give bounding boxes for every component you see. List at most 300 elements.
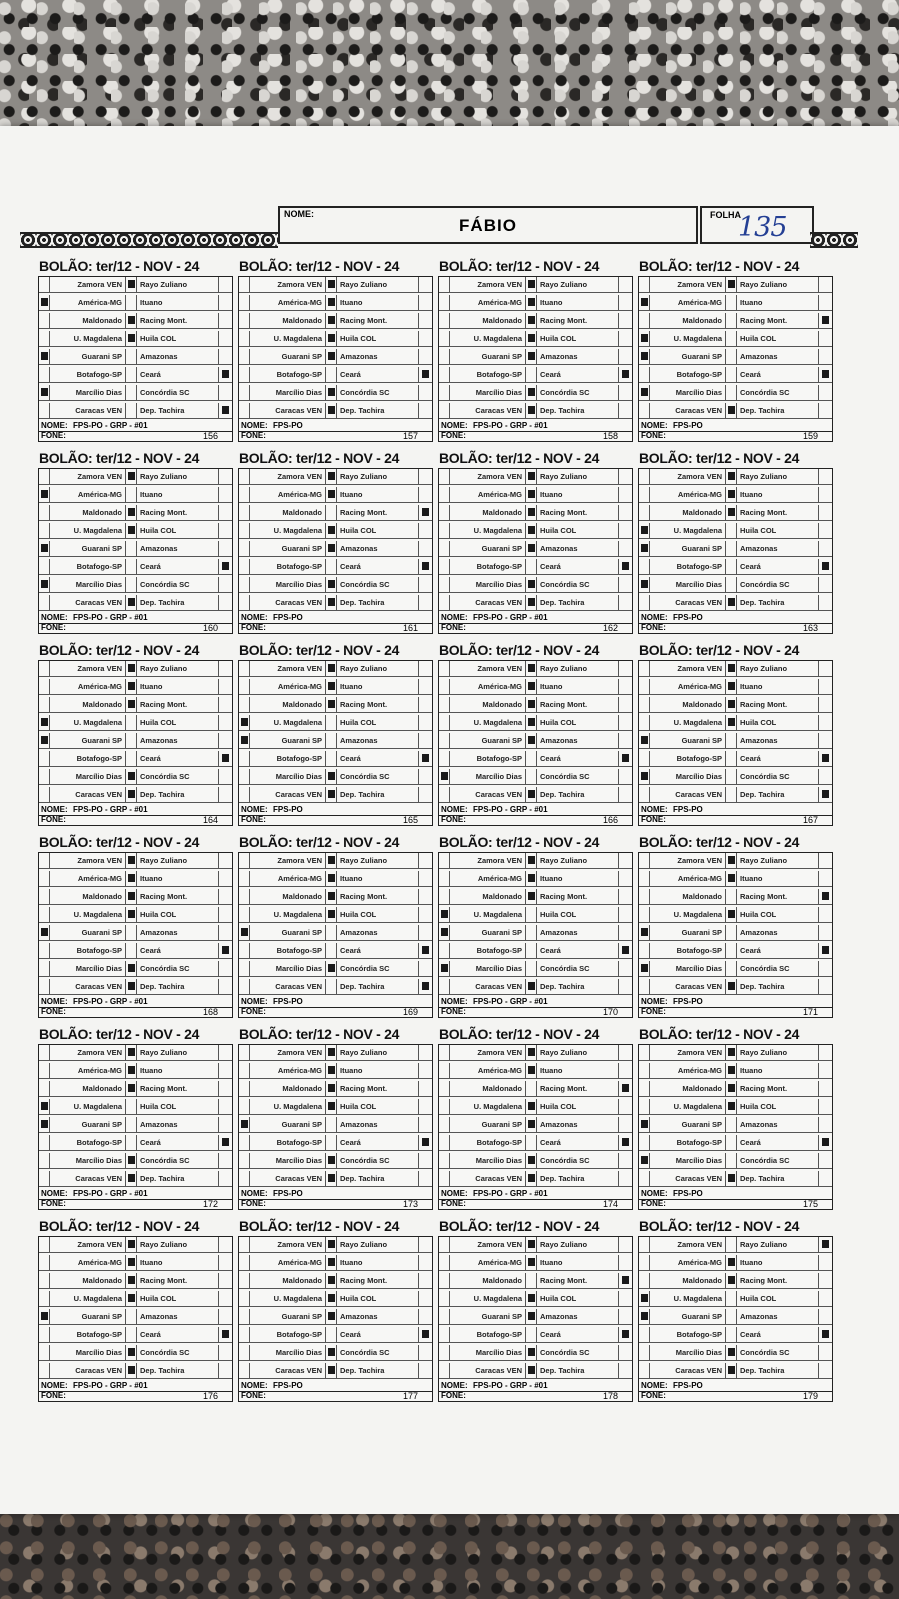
draw-box[interactable] — [726, 715, 737, 730]
draw-box[interactable] — [726, 559, 737, 574]
home-win-box[interactable] — [39, 661, 50, 676]
home-win-box[interactable] — [39, 1273, 50, 1288]
home-win-box[interactable] — [39, 787, 50, 802]
away-win-box[interactable] — [419, 1099, 432, 1114]
home-win-box[interactable] — [239, 961, 250, 976]
home-win-box[interactable] — [39, 313, 50, 328]
draw-box[interactable] — [326, 577, 337, 592]
home-win-box[interactable] — [639, 1291, 650, 1306]
away-win-box[interactable] — [619, 295, 632, 310]
away-win-box[interactable] — [219, 1153, 232, 1168]
away-win-box[interactable] — [419, 1135, 432, 1150]
home-win-box[interactable] — [439, 577, 450, 592]
home-win-box[interactable] — [439, 979, 450, 994]
away-win-box[interactable] — [419, 979, 432, 994]
home-win-box[interactable] — [439, 751, 450, 766]
draw-box[interactable] — [526, 769, 537, 784]
draw-box[interactable] — [126, 1363, 137, 1378]
away-win-box[interactable] — [619, 697, 632, 712]
draw-box[interactable] — [526, 595, 537, 610]
away-win-box[interactable] — [619, 505, 632, 520]
home-win-box[interactable] — [439, 1045, 450, 1060]
home-win-box[interactable] — [239, 979, 250, 994]
draw-box[interactable] — [126, 661, 137, 676]
home-win-box[interactable] — [439, 943, 450, 958]
draw-box[interactable] — [126, 403, 137, 418]
home-win-box[interactable] — [239, 943, 250, 958]
draw-box[interactable] — [326, 1099, 337, 1114]
home-win-box[interactable] — [239, 697, 250, 712]
draw-box[interactable] — [326, 661, 337, 676]
home-win-box[interactable] — [639, 907, 650, 922]
away-win-box[interactable] — [219, 889, 232, 904]
home-win-box[interactable] — [239, 1345, 250, 1360]
away-win-box[interactable] — [419, 1117, 432, 1132]
draw-box[interactable] — [126, 733, 137, 748]
home-win-box[interactable] — [239, 367, 250, 382]
home-win-box[interactable] — [39, 961, 50, 976]
draw-box[interactable] — [126, 787, 137, 802]
away-win-box[interactable] — [419, 1345, 432, 1360]
away-win-box[interactable] — [219, 853, 232, 868]
draw-box[interactable] — [326, 505, 337, 520]
home-win-box[interactable] — [439, 403, 450, 418]
away-win-box[interactable] — [819, 943, 832, 958]
draw-box[interactable] — [726, 523, 737, 538]
home-win-box[interactable] — [439, 559, 450, 574]
away-win-box[interactable] — [419, 715, 432, 730]
home-win-box[interactable] — [639, 769, 650, 784]
draw-box[interactable] — [526, 295, 537, 310]
draw-box[interactable] — [526, 661, 537, 676]
away-win-box[interactable] — [619, 961, 632, 976]
away-win-box[interactable] — [819, 1099, 832, 1114]
draw-box[interactable] — [726, 733, 737, 748]
away-win-box[interactable] — [219, 523, 232, 538]
away-win-box[interactable] — [619, 907, 632, 922]
away-win-box[interactable] — [419, 1291, 432, 1306]
away-win-box[interactable] — [419, 1327, 432, 1342]
away-win-box[interactable] — [219, 1363, 232, 1378]
home-win-box[interactable] — [39, 1327, 50, 1342]
draw-box[interactable] — [526, 1081, 537, 1096]
home-win-box[interactable] — [239, 277, 250, 292]
away-win-box[interactable] — [819, 1291, 832, 1306]
home-win-box[interactable] — [639, 787, 650, 802]
home-win-box[interactable] — [39, 1081, 50, 1096]
draw-box[interactable] — [726, 1153, 737, 1168]
away-win-box[interactable] — [219, 961, 232, 976]
draw-box[interactable] — [326, 769, 337, 784]
away-win-box[interactable] — [819, 715, 832, 730]
draw-box[interactable] — [326, 1081, 337, 1096]
away-win-box[interactable] — [419, 1237, 432, 1252]
home-win-box[interactable] — [39, 1237, 50, 1252]
home-win-box[interactable] — [639, 331, 650, 346]
away-win-box[interactable] — [619, 1291, 632, 1306]
home-win-box[interactable] — [639, 961, 650, 976]
away-win-box[interactable] — [219, 1171, 232, 1186]
draw-box[interactable] — [326, 313, 337, 328]
draw-box[interactable] — [326, 385, 337, 400]
home-win-box[interactable] — [439, 1363, 450, 1378]
home-win-box[interactable] — [639, 277, 650, 292]
draw-box[interactable] — [126, 277, 137, 292]
draw-box[interactable] — [326, 1153, 337, 1168]
away-win-box[interactable] — [419, 1171, 432, 1186]
home-win-box[interactable] — [439, 523, 450, 538]
home-win-box[interactable] — [39, 733, 50, 748]
draw-box[interactable] — [326, 787, 337, 802]
away-win-box[interactable] — [619, 403, 632, 418]
away-win-box[interactable] — [819, 907, 832, 922]
draw-box[interactable] — [726, 1045, 737, 1060]
home-win-box[interactable] — [439, 1327, 450, 1342]
away-win-box[interactable] — [819, 697, 832, 712]
away-win-box[interactable] — [819, 871, 832, 886]
draw-box[interactable] — [726, 1309, 737, 1324]
away-win-box[interactable] — [419, 679, 432, 694]
home-win-box[interactable] — [439, 277, 450, 292]
draw-box[interactable] — [126, 1345, 137, 1360]
home-win-box[interactable] — [39, 577, 50, 592]
draw-box[interactable] — [326, 1363, 337, 1378]
home-win-box[interactable] — [239, 1135, 250, 1150]
away-win-box[interactable] — [619, 1363, 632, 1378]
home-win-box[interactable] — [239, 1153, 250, 1168]
away-win-box[interactable] — [819, 277, 832, 292]
away-win-box[interactable] — [419, 385, 432, 400]
away-win-box[interactable] — [819, 1237, 832, 1252]
home-win-box[interactable] — [239, 925, 250, 940]
home-win-box[interactable] — [239, 331, 250, 346]
away-win-box[interactable] — [419, 787, 432, 802]
home-win-box[interactable] — [39, 871, 50, 886]
draw-box[interactable] — [526, 679, 537, 694]
draw-box[interactable] — [726, 1099, 737, 1114]
away-win-box[interactable] — [219, 1081, 232, 1096]
away-win-box[interactable] — [619, 1345, 632, 1360]
home-win-box[interactable] — [639, 523, 650, 538]
home-win-box[interactable] — [639, 1117, 650, 1132]
draw-box[interactable] — [526, 523, 537, 538]
home-win-box[interactable] — [239, 1063, 250, 1078]
draw-box[interactable] — [126, 595, 137, 610]
home-win-box[interactable] — [439, 715, 450, 730]
draw-box[interactable] — [526, 697, 537, 712]
draw-box[interactable] — [526, 733, 537, 748]
home-win-box[interactable] — [239, 1363, 250, 1378]
draw-box[interactable] — [526, 1099, 537, 1114]
draw-box[interactable] — [326, 1063, 337, 1078]
draw-box[interactable] — [126, 907, 137, 922]
draw-box[interactable] — [126, 1171, 137, 1186]
away-win-box[interactable] — [619, 715, 632, 730]
away-win-box[interactable] — [619, 367, 632, 382]
away-win-box[interactable] — [419, 889, 432, 904]
home-win-box[interactable] — [39, 1255, 50, 1270]
draw-box[interactable] — [326, 733, 337, 748]
draw-box[interactable] — [326, 469, 337, 484]
draw-box[interactable] — [726, 1255, 737, 1270]
home-win-box[interactable] — [239, 853, 250, 868]
away-win-box[interactable] — [819, 469, 832, 484]
draw-box[interactable] — [326, 295, 337, 310]
away-win-box[interactable] — [619, 1135, 632, 1150]
draw-box[interactable] — [126, 469, 137, 484]
away-win-box[interactable] — [219, 661, 232, 676]
draw-box[interactable] — [526, 1237, 537, 1252]
away-win-box[interactable] — [219, 1063, 232, 1078]
draw-box[interactable] — [326, 1345, 337, 1360]
away-win-box[interactable] — [419, 1153, 432, 1168]
away-win-box[interactable] — [619, 1099, 632, 1114]
home-win-box[interactable] — [239, 661, 250, 676]
away-win-box[interactable] — [819, 733, 832, 748]
home-win-box[interactable] — [439, 1063, 450, 1078]
away-win-box[interactable] — [219, 1099, 232, 1114]
away-win-box[interactable] — [419, 697, 432, 712]
draw-box[interactable] — [326, 559, 337, 574]
draw-box[interactable] — [726, 961, 737, 976]
draw-box[interactable] — [126, 715, 137, 730]
draw-box[interactable] — [126, 961, 137, 976]
draw-box[interactable] — [326, 541, 337, 556]
home-win-box[interactable] — [239, 679, 250, 694]
home-win-box[interactable] — [639, 505, 650, 520]
away-win-box[interactable] — [819, 1171, 832, 1186]
draw-box[interactable] — [526, 1309, 537, 1324]
draw-box[interactable] — [126, 1255, 137, 1270]
draw-box[interactable] — [326, 943, 337, 958]
draw-box[interactable] — [326, 595, 337, 610]
draw-box[interactable] — [726, 277, 737, 292]
home-win-box[interactable] — [439, 1291, 450, 1306]
away-win-box[interactable] — [419, 1255, 432, 1270]
away-win-box[interactable] — [419, 871, 432, 886]
away-win-box[interactable] — [419, 559, 432, 574]
home-win-box[interactable] — [639, 979, 650, 994]
away-win-box[interactable] — [819, 487, 832, 502]
draw-box[interactable] — [126, 769, 137, 784]
away-win-box[interactable] — [419, 367, 432, 382]
home-win-box[interactable] — [639, 1363, 650, 1378]
away-win-box[interactable] — [819, 349, 832, 364]
away-win-box[interactable] — [819, 925, 832, 940]
home-win-box[interactable] — [439, 679, 450, 694]
away-win-box[interactable] — [619, 577, 632, 592]
away-win-box[interactable] — [819, 1117, 832, 1132]
home-win-box[interactable] — [239, 313, 250, 328]
home-win-box[interactable] — [639, 487, 650, 502]
home-win-box[interactable] — [439, 541, 450, 556]
draw-box[interactable] — [526, 871, 537, 886]
draw-box[interactable] — [326, 277, 337, 292]
draw-box[interactable] — [326, 1135, 337, 1150]
away-win-box[interactable] — [219, 331, 232, 346]
home-win-box[interactable] — [39, 1117, 50, 1132]
draw-box[interactable] — [526, 943, 537, 958]
home-win-box[interactable] — [439, 907, 450, 922]
draw-box[interactable] — [726, 889, 737, 904]
away-win-box[interactable] — [619, 943, 632, 958]
draw-box[interactable] — [526, 367, 537, 382]
home-win-box[interactable] — [439, 889, 450, 904]
draw-box[interactable] — [126, 697, 137, 712]
home-win-box[interactable] — [39, 751, 50, 766]
away-win-box[interactable] — [819, 1153, 832, 1168]
away-win-box[interactable] — [819, 1081, 832, 1096]
away-win-box[interactable] — [419, 1309, 432, 1324]
away-win-box[interactable] — [219, 1309, 232, 1324]
draw-box[interactable] — [326, 679, 337, 694]
draw-box[interactable] — [326, 961, 337, 976]
home-win-box[interactable] — [39, 889, 50, 904]
away-win-box[interactable] — [819, 1063, 832, 1078]
draw-box[interactable] — [326, 1309, 337, 1324]
home-win-box[interactable] — [639, 403, 650, 418]
away-win-box[interactable] — [819, 769, 832, 784]
home-win-box[interactable] — [239, 1327, 250, 1342]
home-win-box[interactable] — [39, 349, 50, 364]
draw-box[interactable] — [726, 1273, 737, 1288]
home-win-box[interactable] — [439, 1081, 450, 1096]
draw-box[interactable] — [126, 679, 137, 694]
draw-box[interactable] — [126, 1291, 137, 1306]
home-win-box[interactable] — [39, 1309, 50, 1324]
away-win-box[interactable] — [419, 1363, 432, 1378]
draw-box[interactable] — [126, 523, 137, 538]
draw-box[interactable] — [126, 1273, 137, 1288]
away-win-box[interactable] — [219, 1291, 232, 1306]
away-win-box[interactable] — [619, 787, 632, 802]
away-win-box[interactable] — [819, 559, 832, 574]
home-win-box[interactable] — [39, 1345, 50, 1360]
away-win-box[interactable] — [419, 661, 432, 676]
draw-box[interactable] — [726, 697, 737, 712]
away-win-box[interactable] — [419, 907, 432, 922]
home-win-box[interactable] — [439, 295, 450, 310]
draw-box[interactable] — [526, 907, 537, 922]
away-win-box[interactable] — [619, 1081, 632, 1096]
away-win-box[interactable] — [219, 979, 232, 994]
draw-box[interactable] — [526, 1045, 537, 1060]
away-win-box[interactable] — [219, 751, 232, 766]
away-win-box[interactable] — [419, 1273, 432, 1288]
draw-box[interactable] — [526, 979, 537, 994]
away-win-box[interactable] — [619, 1309, 632, 1324]
home-win-box[interactable] — [239, 733, 250, 748]
draw-box[interactable] — [726, 979, 737, 994]
away-win-box[interactable] — [819, 751, 832, 766]
away-win-box[interactable] — [419, 403, 432, 418]
draw-box[interactable] — [726, 349, 737, 364]
home-win-box[interactable] — [639, 943, 650, 958]
home-win-box[interactable] — [639, 1237, 650, 1252]
home-win-box[interactable] — [39, 505, 50, 520]
home-win-box[interactable] — [239, 1309, 250, 1324]
draw-box[interactable] — [526, 1171, 537, 1186]
home-win-box[interactable] — [239, 1117, 250, 1132]
draw-box[interactable] — [526, 1153, 537, 1168]
away-win-box[interactable] — [819, 1045, 832, 1060]
home-win-box[interactable] — [239, 385, 250, 400]
draw-box[interactable] — [126, 541, 137, 556]
draw-box[interactable] — [126, 979, 137, 994]
home-win-box[interactable] — [239, 715, 250, 730]
draw-box[interactable] — [726, 1171, 737, 1186]
draw-box[interactable] — [726, 505, 737, 520]
away-win-box[interactable] — [419, 349, 432, 364]
draw-box[interactable] — [726, 541, 737, 556]
home-win-box[interactable] — [639, 661, 650, 676]
away-win-box[interactable] — [619, 871, 632, 886]
draw-box[interactable] — [726, 661, 737, 676]
away-win-box[interactable] — [619, 487, 632, 502]
draw-box[interactable] — [326, 1255, 337, 1270]
draw-box[interactable] — [126, 505, 137, 520]
draw-box[interactable] — [726, 787, 737, 802]
away-win-box[interactable] — [819, 1327, 832, 1342]
draw-box[interactable] — [326, 1117, 337, 1132]
away-win-box[interactable] — [619, 925, 632, 940]
home-win-box[interactable] — [639, 595, 650, 610]
home-win-box[interactable] — [239, 487, 250, 502]
home-win-box[interactable] — [639, 469, 650, 484]
draw-box[interactable] — [126, 295, 137, 310]
home-win-box[interactable] — [639, 925, 650, 940]
away-win-box[interactable] — [819, 679, 832, 694]
draw-box[interactable] — [526, 559, 537, 574]
home-win-box[interactable] — [439, 1309, 450, 1324]
away-win-box[interactable] — [619, 1063, 632, 1078]
away-win-box[interactable] — [619, 595, 632, 610]
away-win-box[interactable] — [419, 1081, 432, 1096]
away-win-box[interactable] — [819, 313, 832, 328]
away-win-box[interactable] — [219, 1237, 232, 1252]
away-win-box[interactable] — [219, 595, 232, 610]
draw-box[interactable] — [726, 403, 737, 418]
away-win-box[interactable] — [219, 733, 232, 748]
away-win-box[interactable] — [619, 277, 632, 292]
away-win-box[interactable] — [219, 349, 232, 364]
home-win-box[interactable] — [439, 925, 450, 940]
away-win-box[interactable] — [819, 1135, 832, 1150]
away-win-box[interactable] — [219, 541, 232, 556]
draw-box[interactable] — [726, 853, 737, 868]
home-win-box[interactable] — [439, 871, 450, 886]
away-win-box[interactable] — [419, 277, 432, 292]
away-win-box[interactable] — [619, 733, 632, 748]
away-win-box[interactable] — [219, 871, 232, 886]
draw-box[interactable] — [326, 907, 337, 922]
away-win-box[interactable] — [419, 577, 432, 592]
away-win-box[interactable] — [819, 595, 832, 610]
home-win-box[interactable] — [439, 697, 450, 712]
away-win-box[interactable] — [419, 295, 432, 310]
away-win-box[interactable] — [219, 715, 232, 730]
away-win-box[interactable] — [619, 679, 632, 694]
away-win-box[interactable] — [419, 853, 432, 868]
home-win-box[interactable] — [39, 541, 50, 556]
draw-box[interactable] — [726, 313, 737, 328]
home-win-box[interactable] — [639, 1171, 650, 1186]
draw-box[interactable] — [126, 1153, 137, 1168]
home-win-box[interactable] — [439, 1255, 450, 1270]
draw-box[interactable] — [726, 295, 737, 310]
home-win-box[interactable] — [639, 1063, 650, 1078]
draw-box[interactable] — [126, 367, 137, 382]
